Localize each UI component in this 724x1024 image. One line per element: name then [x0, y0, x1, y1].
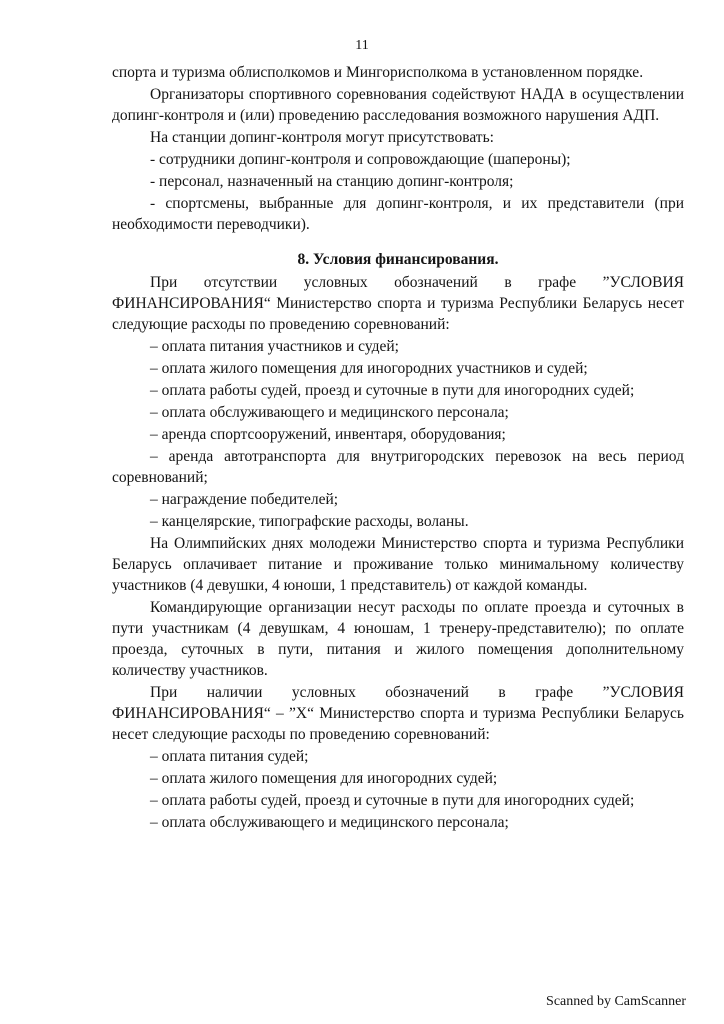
paragraph: – аренда спортсооружений, инвентаря, оборудования; [150, 426, 506, 443]
paragraph: - персонал, назначенный на станцию допинг-контроля; [150, 173, 514, 190]
scanner-watermark: Scanned by CamScanner [546, 994, 686, 1009]
paragraph: При наличии условных обозначений в графе ”УСЛОВИЯ ФИНАНСИРОВАНИЯ“ – ”Х“ Министерство спорта и туризма Республики Беларусь несет следующие расходы по проведению соревнований: [112, 684, 684, 743]
paragraph: Командирующие организации несут расходы по оплате проезда и суточных в пути участникам (4 девушкам, 4 юношам, 1 тренеру-представителю); по оплате проезда, суточных в пути, питания и жилого помещения дополнительному количеству участников. [112, 599, 684, 679]
paragraph: – оплата питания участников и судей; [150, 338, 399, 355]
paragraph: – награждение победителей; [150, 491, 339, 508]
paragraph: – оплата жилого помещения для иногородних участников и судей; [150, 360, 588, 377]
paragraph: На Олимпийских днях молодежи Министерство спорта и туризма Республики Беларусь оплачивает питание и проживание только минимальному количеству участников (4 девушки, 4 юноши, 1 представитель) от каждой команды. [112, 535, 684, 594]
paragraph: - спортсмены, выбранные для допинг-контроля, и их представители (при необходимости переводчики). [112, 195, 684, 233]
paragraph: Организаторы спортивного соревнования содействуют НАДА в осуществлении допинг-контроля и (или) проведению расследования возможного нарушения АДП. [112, 86, 684, 124]
paragraph: На станции допинг-контроля могут присутствовать: [150, 129, 494, 146]
section-body [112, 272, 684, 833]
paragraph: – оплата жилого помещения для иногородних судей; [150, 770, 498, 787]
page-number: 11 [355, 38, 369, 53]
document-body [112, 62, 684, 834]
paragraph: – оплата питания судей; [150, 748, 309, 765]
paragraph: При отсутствии условных обозначений в графе ”УСЛОВИЯ ФИНАНСИРОВАНИЯ“ Министерство спорта и туризма Республики Беларусь несет следующие расходы по проведению соревнований: [112, 274, 684, 333]
paragraph: - сотрудники допинг-контроля и сопровождающие (шапероны); [150, 151, 571, 168]
paragraph: – оплата работы судей, проезд и суточные в пути для иногородних судей; [150, 382, 635, 399]
paragraph: – канцелярские, типографские расходы, воланы. [150, 513, 469, 530]
intro-block [112, 62, 684, 235]
paragraph: – аренда автотранспорта для внутригородских перевозок на весь период соревнований; [112, 448, 684, 486]
paragraph: – оплата работы судей, проезд и суточные в пути для иногородних судей; [150, 792, 635, 809]
paragraph: – оплата обслуживающего и медицинского персонала; [150, 814, 509, 831]
paragraph: – оплата обслуживающего и медицинского персонала; [150, 404, 509, 421]
paragraph: спорта и туризма облисполкомов и Мингорисполкома в установленном порядке. [112, 64, 644, 81]
section-heading: 8. Условия финансирования. [297, 251, 499, 268]
